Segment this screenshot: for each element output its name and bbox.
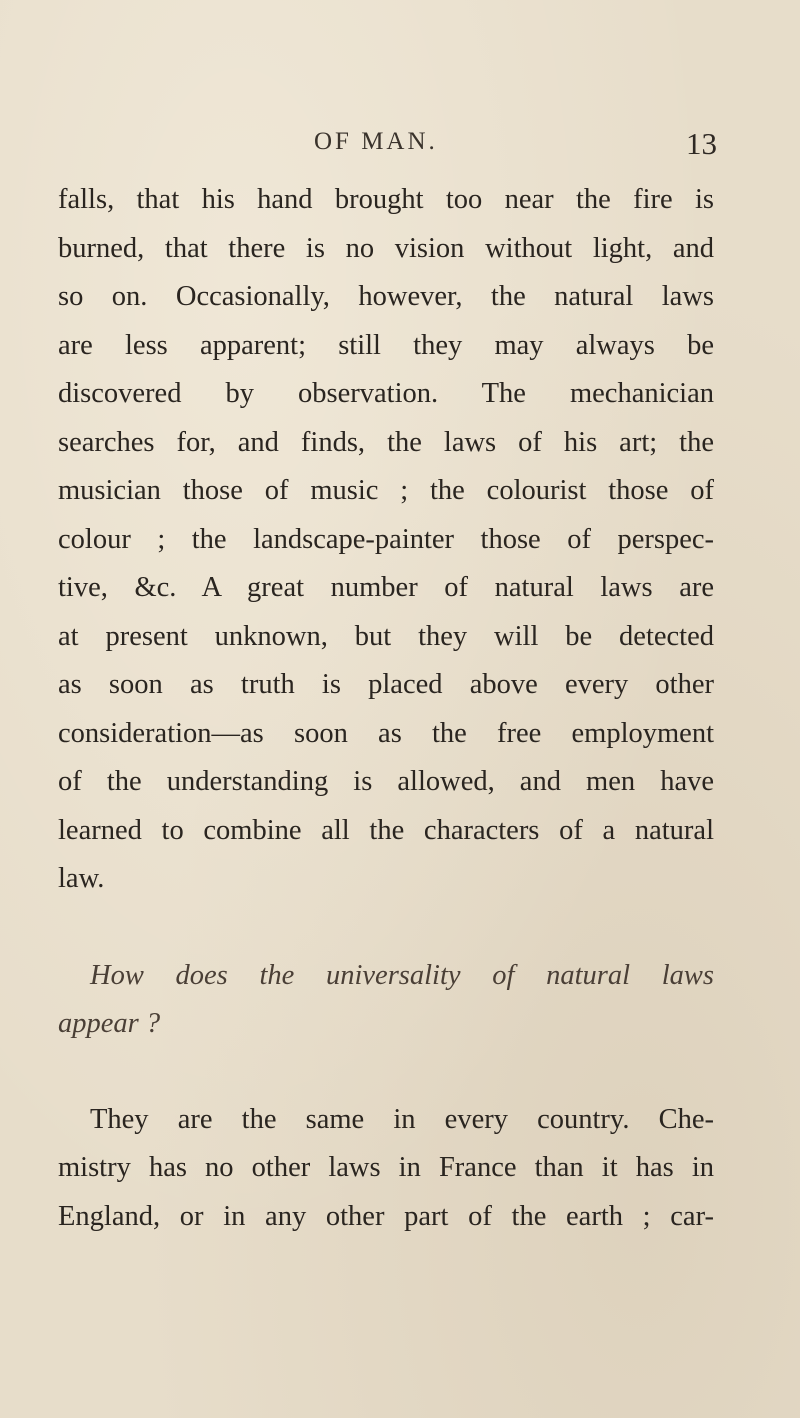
text-line: burned, that there is no vision without light, and bbox=[58, 232, 714, 264]
text-line: so on. Occasionally, however, the natural laws bbox=[58, 281, 714, 312]
text-line: of the understanding is allowed, and men have bbox=[58, 766, 714, 797]
page-header bbox=[0, 128, 800, 168]
answer-line: mistry has no other laws in France than it has in bbox=[58, 1152, 714, 1183]
text-line: learned to combine all the characters of a natural bbox=[58, 814, 714, 846]
text-line: searches for, and finds, the laws of his art; the bbox=[58, 426, 714, 458]
question-heading bbox=[58, 952, 714, 1049]
text-line: colour ; the landscape-painter those of perspec- bbox=[58, 523, 714, 555]
question-line: How does the universality of natural laws bbox=[90, 959, 714, 991]
running-head: OF MAN. bbox=[314, 128, 438, 155]
text-line: law. bbox=[58, 863, 105, 894]
answer-line: England, or in any other part of the earth ; car- bbox=[58, 1200, 714, 1232]
body-text bbox=[58, 176, 714, 1241]
text-line: consideration—as soon as the free employment bbox=[58, 717, 714, 749]
question-line: appear ? bbox=[58, 1008, 161, 1039]
paragraph-natural-laws bbox=[58, 176, 714, 904]
text-line: falls, that his hand brought too near the fire is bbox=[58, 184, 714, 215]
page-number: 13 bbox=[686, 126, 717, 161]
text-line: are less apparent; still they may always be bbox=[58, 329, 714, 361]
text-line: at present unknown, but they will be detected bbox=[58, 620, 714, 652]
answer-paragraph bbox=[58, 1096, 714, 1242]
text-line: tive, &c. A great number of natural laws are bbox=[58, 572, 714, 603]
text-line: musician those of music ; the colourist those of bbox=[58, 475, 714, 506]
text-line: discovered by observation. The mechanician bbox=[58, 378, 714, 409]
text-line: as soon as truth is placed above every other bbox=[58, 669, 714, 700]
answer-line: They are the same in every country. Che- bbox=[90, 1103, 714, 1135]
